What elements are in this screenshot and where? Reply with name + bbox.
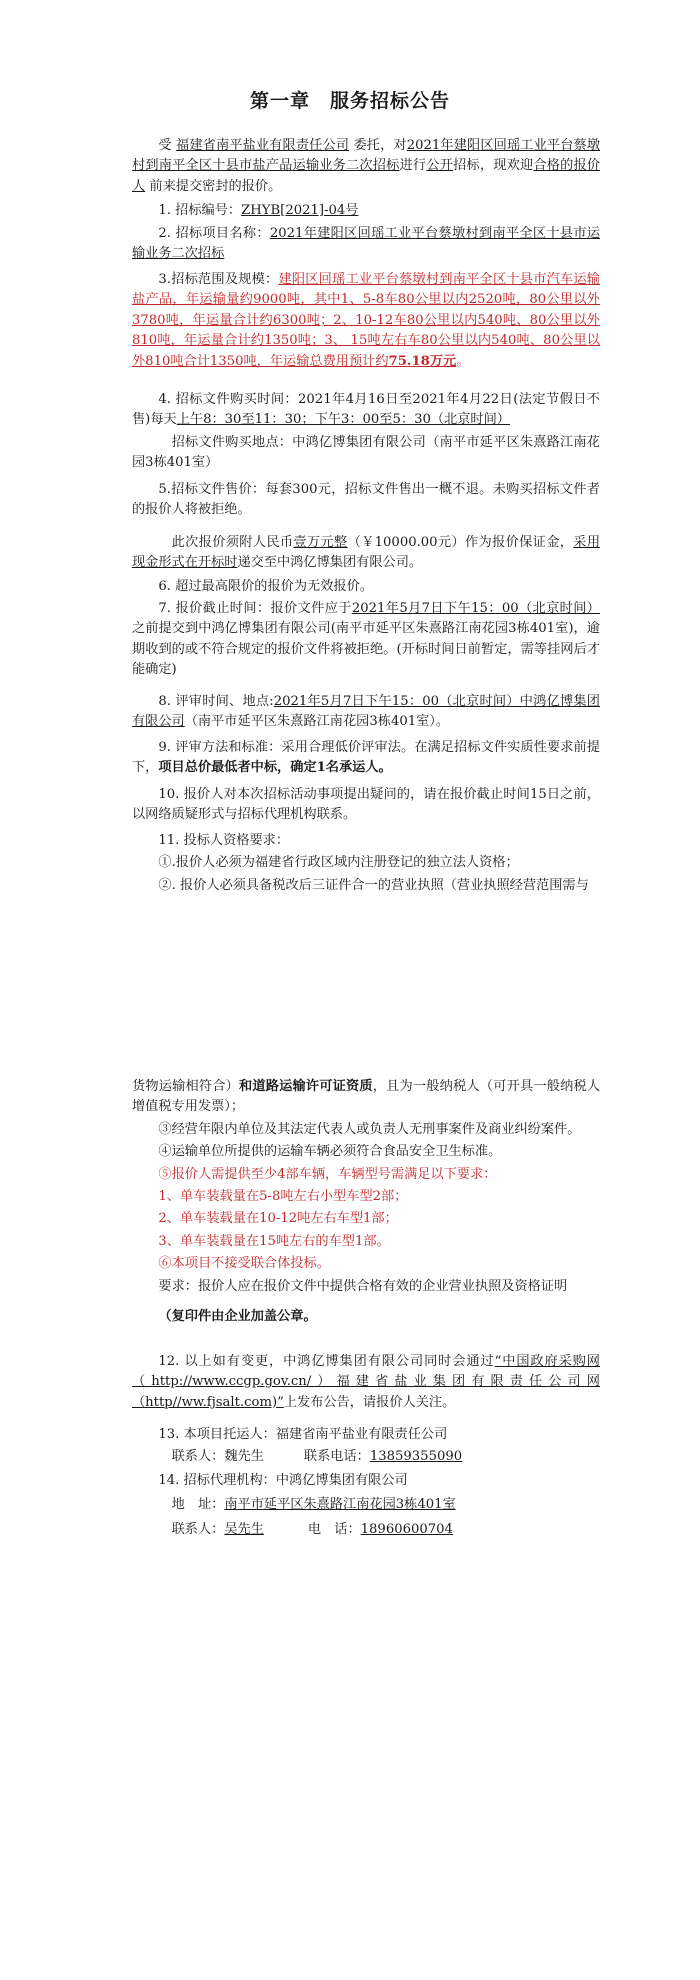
- item-label: 3.招标范围及规模：: [158, 272, 279, 287]
- address-label: 地 址：: [171, 1497, 225, 1513]
- item-text: 递交至中鸿亿博集团有限公司。: [237, 555, 423, 571]
- intro-paragraph: [132, 136, 600, 197]
- item-12: [132, 1352, 600, 1413]
- item-14: [132, 1471, 600, 1540]
- item-text: （￥10000.00元）作为报价保证金，: [347, 534, 574, 550]
- intro-text: 进行: [399, 158, 427, 174]
- item-7: [132, 599, 600, 681]
- intro-text: 委托，对: [353, 138, 407, 153]
- requirement-note-bold: （复印件由企业加盖公章。: [158, 1309, 317, 1325]
- item-text: 之前提交到中鸿亿博集团有限公司(南平市延平区朱熹路江南花园3栋401室)，逾期收到的或不符合规定的报价文件将被拒绝。(开标时间日前暂定，需等挂网后才能确定): [132, 621, 600, 678]
- vehicle-requirement-2: 2、单车装载量在10-12吨左右车型1部；: [158, 1211, 398, 1227]
- intro-prefix: 受: [158, 138, 172, 153]
- qualification-6: ⑥本项目不接受联合体投标。: [158, 1256, 330, 1272]
- item-label: 14. 招标代理机构：中鸿亿博集团有限公司: [158, 1473, 408, 1488]
- item-label: 5.招标文件售价：每套300元，招标文件售出一概不退。未购买招标文件者的报价人将被拒绝。: [132, 482, 600, 518]
- agency-contact: 吴先生: [224, 1521, 264, 1537]
- item-label: 7. 报价截止时间：报价文件应于: [158, 601, 352, 616]
- item-text: （南平市延平区朱熹路江南花园3栋401室）。: [184, 714, 450, 730]
- deposit-amount: 壹万元整: [293, 534, 348, 550]
- item-label: 1. 招标编号：: [158, 203, 242, 218]
- phone-label: 电 话：: [307, 1521, 361, 1537]
- purchase-hours: 上午8：30至11：30；下午3：00至5：30（北京时间）: [176, 412, 510, 428]
- item-text: 10. 报价人对本次招标活动事项提出疑问的，请在报价截止时间15日之前，以网络质疑形式与招标代理机构联系。: [132, 787, 600, 823]
- item-10: [132, 785, 600, 826]
- requirement-note: 要求：报价人应在报价文件中提供合格有效的企业营业执照及资格证明: [158, 1278, 568, 1294]
- qualification-4: ④运输单位所提供的运输车辆必须符合食品安全卫生标准。: [158, 1144, 502, 1160]
- client-name: 福建省南平盐业有限责任公司: [176, 138, 350, 153]
- item-2: [132, 224, 600, 265]
- agency-address: 南平市延平区朱熹路江南花园3栋401室: [224, 1497, 456, 1513]
- item-11: [132, 831, 600, 896]
- agency-phone: 18960600704: [360, 1521, 453, 1537]
- shipper-phone: 13859355090: [369, 1449, 463, 1465]
- total-cost: 75.18万元: [388, 353, 457, 369]
- item-text: 。: [456, 353, 470, 369]
- deposit-form: 采用现金形式在开标时: [132, 534, 601, 571]
- page-title: 第一章 服务招标公告: [249, 90, 450, 112]
- project-title: 2021年建阳区回瑶工业平台蔡墩村到南平全区十县市运输业务二次招标: [132, 226, 601, 262]
- item-label: 8. 评审时间、地点:: [158, 694, 274, 709]
- publication-sites: “中国政府采购网（http://www.ccgp.gov.cn/）福建省盐业集团有限责任公司网（http//ww.fjsalt.com)”: [132, 1354, 600, 1410]
- vehicle-requirement-3: 3、单车装载量在15吨左右的车型1部。: [158, 1233, 390, 1249]
- purchase-place: 招标文件购买地点：中鸿亿博集团有限公司（南平市延平区朱熹路江南花园3栋401室）: [132, 434, 600, 471]
- shipper-contact: 联系人：魏先生: [171, 1449, 264, 1465]
- tender-number: ZHYB[2021]-04号: [241, 203, 359, 218]
- item-label: 9. 评审方法和标准：采用合理低价评审法。在满足招标文件实质性要求前提下，: [132, 740, 600, 776]
- item-11-continued: [132, 1077, 600, 1327]
- item-13: [132, 1425, 600, 1468]
- item-1: [132, 201, 600, 221]
- item-label: 4. 招标文件购买时间：2021年4月16日至2021年4月22日(法定节假日不售)每天: [132, 392, 600, 428]
- award-rule: 项目总价最低者中标，确定1名承运人。: [158, 760, 392, 776]
- qualified-bidder: 合格的报价人: [132, 158, 601, 194]
- tender-scope: 建阳区回瑶工业平台蔡墩村到南平全区十县市汽车运输盐产品，年运输量约9000吨，其中1、5-8车80公里以内2520吨，80公里以外3780吨，年运量合计约6300吨；2、10-12车80公里以内540吨、80公里以外810吨，年运量合计约1350吨；3、 15吨左右车80公里以内540吨、80公里以外810吨合计1350吨，年运输总费用预计约: [132, 272, 600, 369]
- item-6: [132, 577, 600, 597]
- item-label: 12. 以上如有变更，中鸿亿博集团有限公司同时会通过: [158, 1354, 495, 1369]
- phone-label: 联系电话：: [303, 1449, 370, 1465]
- item-5: [132, 480, 600, 574]
- item-label: 11. 投标人资格要求：: [158, 833, 290, 848]
- item-text: 6. 超过最高限价的报价为无效报价。: [158, 579, 373, 594]
- item-label: 13. 本项目托运人：福建省南平盐业有限责任公司: [158, 1427, 448, 1442]
- qualification-1: ①.报价人必须为福建省行政区域内注册登记的独立法人资格；: [158, 855, 519, 871]
- item-9: [132, 738, 600, 779]
- item-label: 2. 招标项目名称：: [158, 226, 270, 241]
- item-text: ，且为一般纳税人（可开具一般纳税人增值税专用发票）；: [132, 1079, 601, 1115]
- contact-label: 联系人：: [171, 1521, 225, 1537]
- item-8: [132, 692, 600, 733]
- item-text: 货物运输相符合）: [132, 1079, 240, 1094]
- deadline-time: 2021年5月7日下午15：00（北京时间）: [351, 601, 600, 616]
- qualification-5: ⑤报价人需提供至少4部车辆，车辆型号需满足以下要求：: [158, 1166, 497, 1182]
- license-requirement: 和道路运输许可证资质: [239, 1079, 373, 1094]
- item-4: [132, 390, 600, 474]
- project-name: 2021年建阳区回瑶工业平台蔡墩村到南平全区十县市盐产品运输业务二次招标: [132, 138, 601, 174]
- qualification-2: ②. 报价人必须具备税改后三证件合一的营业执照（营业执照经营范围需与: [158, 877, 589, 893]
- review-time-place: 2021年5月7日下午15：00（北京时间）中鸿亿博集团有限公司: [132, 694, 600, 730]
- qualification-3: ③经营年限内单位及其法定代表人或负责人无刑事案件及商业纠纷案件。: [158, 1121, 581, 1137]
- vehicle-requirement-1: 1、单车装载量在5-8吨左右小型车型2部；: [158, 1189, 408, 1205]
- intro-text: 招标，现欢迎: [453, 158, 534, 174]
- intro-text: 前来提交密封的报价。: [149, 178, 282, 194]
- item-text: 上发布公告，请报价人关注。: [283, 1394, 456, 1410]
- tender-method: 公开: [426, 158, 454, 174]
- item-text: 此次报价须附人民币: [171, 534, 294, 550]
- item-3: [132, 270, 600, 372]
